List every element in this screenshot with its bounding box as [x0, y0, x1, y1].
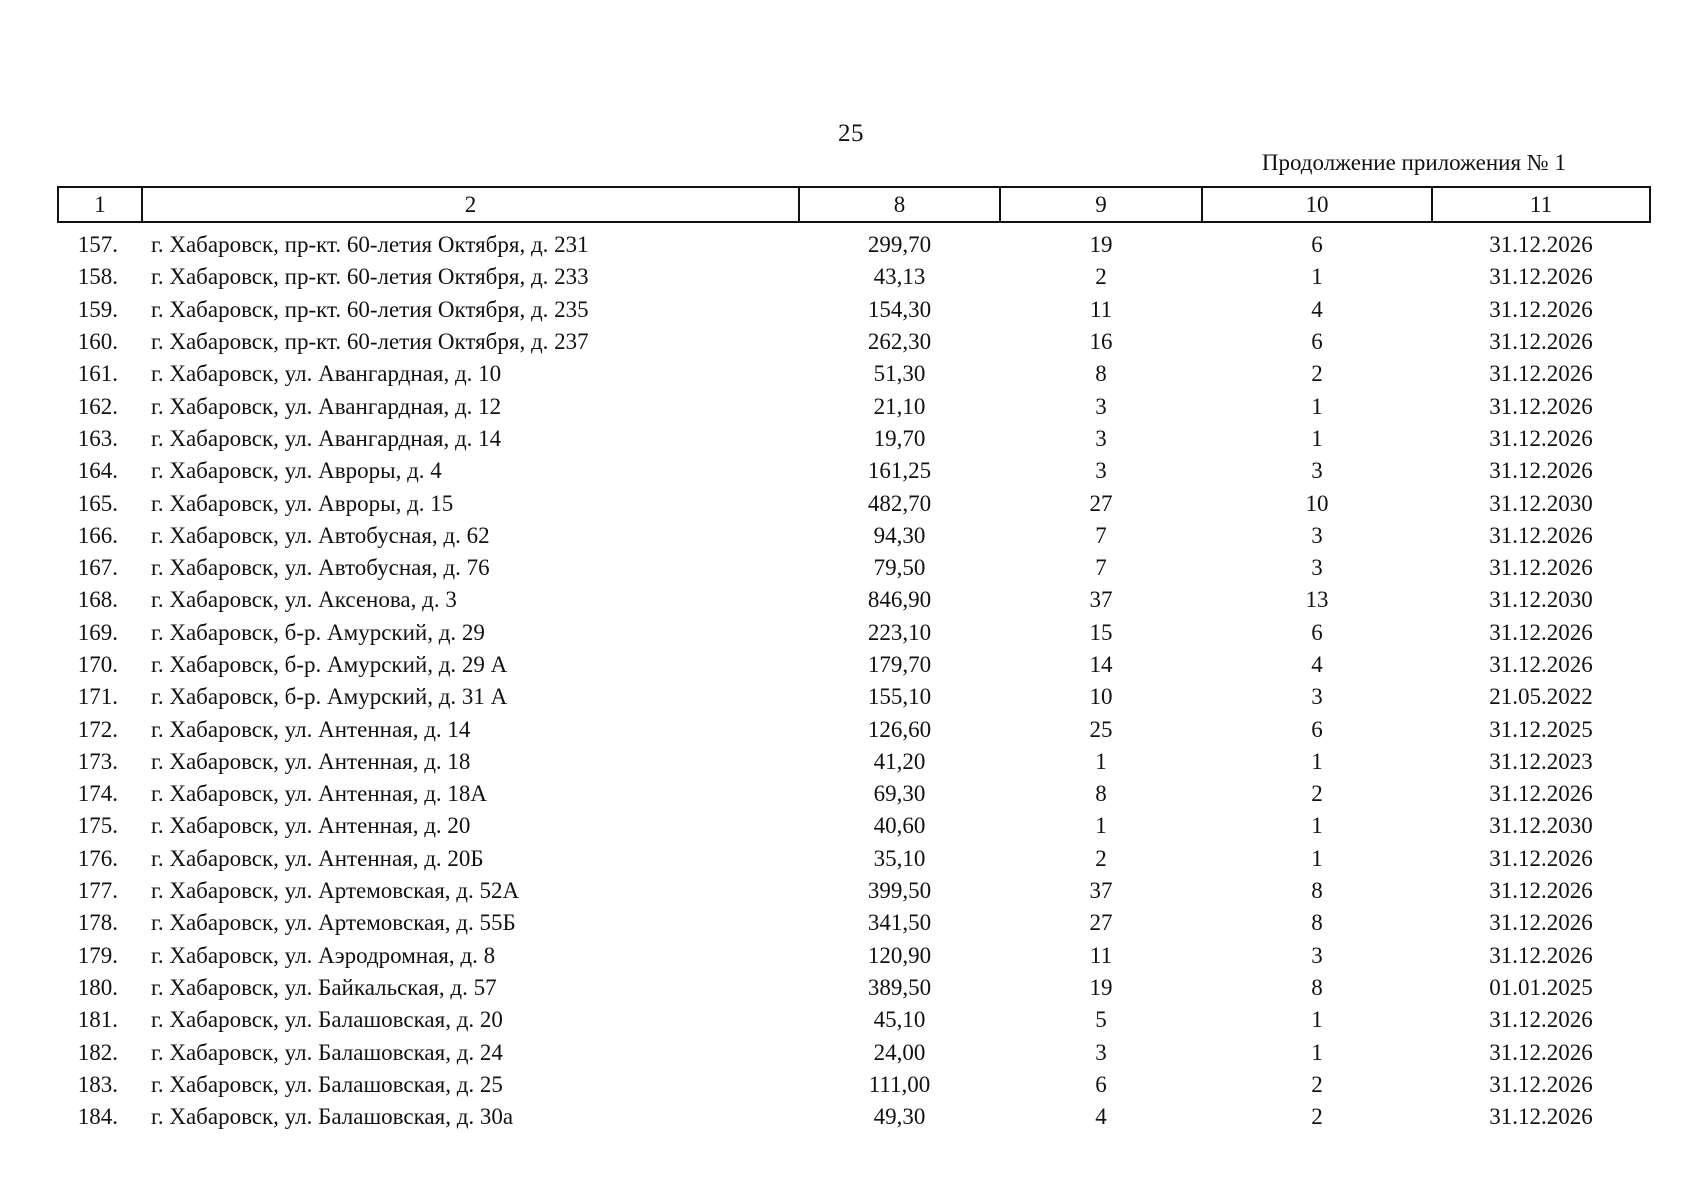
row-number: 161.	[77, 361, 118, 387]
apartments-count: 1	[1311, 425, 1323, 451]
row-number: 182.	[77, 1039, 118, 1065]
address: г. Хабаровск, ул. Балашовская, д. 30а	[151, 1104, 514, 1130]
table-row	[58, 972, 1650, 1004]
apartments-count: 3	[1311, 522, 1323, 548]
row-number: 160.	[77, 329, 118, 355]
deadline-date: 31.12.2026	[1489, 232, 1593, 258]
deadline-date: 31.12.2026	[1489, 1039, 1593, 1065]
deadline-date: 31.12.2026	[1489, 393, 1593, 419]
deadline-date: 01.01.2025	[1489, 974, 1593, 1000]
appendix-table	[57, 186, 1651, 1133]
deadline-date: 31.12.2026	[1489, 458, 1593, 484]
row-number: 157.	[77, 232, 118, 258]
column-header: 8	[799, 187, 1000, 222]
deadline-date: 31.12.2026	[1489, 1071, 1593, 1097]
table-row	[58, 390, 1650, 422]
row-number: 168.	[77, 587, 118, 613]
apartments-count: 4	[1311, 652, 1323, 677]
address: г. Хабаровск, ул. Антенная, д. 18А	[151, 781, 488, 807]
area-value: 43,13	[873, 264, 926, 290]
apartments-count: 3	[1311, 684, 1323, 710]
deadline-date: 31.12.2026	[1489, 619, 1593, 645]
area-value: 126,60	[867, 716, 932, 742]
row-number: 158.	[77, 264, 118, 290]
apartments-count: 8	[1311, 910, 1323, 936]
table-row	[58, 843, 1650, 875]
table-row	[58, 326, 1650, 358]
address: г. Хабаровск, пр-кт. 60-летия Октября, д. 233	[151, 264, 589, 290]
area-value: 45,10	[873, 1007, 926, 1033]
address: г. Хабаровск, ул. Авангардная, д. 12	[151, 393, 502, 419]
deadline-date: 31.12.2026	[1489, 425, 1593, 451]
residents-count: 25	[1089, 716, 1113, 742]
residents-count: 3	[1095, 1039, 1107, 1065]
deadline-date: 31.12.2023	[1489, 748, 1593, 774]
area-value: 846,90	[867, 587, 932, 613]
address: г. Хабаровск, ул. Антенная, д. 18	[151, 748, 471, 774]
address: г. Хабаровск, ул. Балашовская, д. 20	[151, 1007, 503, 1033]
column-header: 2	[142, 187, 799, 222]
apartments-count: 3	[1311, 942, 1323, 968]
continuation-caption: Продолжение приложения № 1	[1261, 150, 1566, 175]
deadline-date: 31.12.2026	[1489, 652, 1593, 677]
address: г. Хабаровск, ул. Балашовская, д. 24	[151, 1039, 503, 1065]
apartments-count: 3	[1311, 555, 1323, 581]
column-header: 1	[58, 187, 142, 222]
address: г. Хабаровск, ул. Автобусная, д. 76	[151, 555, 490, 581]
area-value: 223,10	[867, 619, 932, 645]
residents-count: 4	[1095, 1104, 1107, 1130]
residents-count: 7	[1095, 522, 1107, 548]
area-value: 21,10	[873, 393, 926, 419]
residents-count: 37	[1089, 878, 1113, 904]
address: г. Хабаровск, ул. Авангардная, д. 14	[151, 425, 502, 451]
address: г. Хабаровск, ул. Балашовская, д. 25	[151, 1071, 503, 1097]
table-row	[58, 617, 1650, 649]
table-row	[58, 552, 1650, 584]
area-value: 299,70	[867, 232, 932, 258]
residents-count: 19	[1089, 974, 1113, 1000]
row-number: 170.	[77, 652, 118, 677]
residents-count: 3	[1095, 393, 1107, 419]
address: г. Хабаровск, пр-кт. 60-летия Октября, д. 237	[151, 329, 589, 355]
area-value: 49,30	[873, 1104, 926, 1130]
table-row	[58, 294, 1650, 326]
deadline-date: 31.12.2026	[1489, 522, 1593, 548]
residents-count: 11	[1089, 296, 1113, 322]
deadline-date: 31.12.2025	[1489, 716, 1593, 742]
address: г. Хабаровск, ул. Авроры, д. 15	[151, 490, 454, 516]
deadline-date: 31.12.2030	[1489, 813, 1593, 839]
area-value: 154,30	[867, 296, 932, 322]
appendix-table-container	[57, 186, 1649, 1133]
apartments-count: 1	[1311, 845, 1323, 871]
deadline-date: 31.12.2026	[1489, 942, 1593, 968]
residents-count: 6	[1095, 1071, 1107, 1097]
residents-count: 27	[1089, 910, 1113, 936]
residents-count: 1	[1095, 748, 1107, 774]
area-value: 79,50	[873, 555, 926, 581]
address: г. Хабаровск, ул. Антенная, д. 20Б	[151, 845, 484, 871]
table-row	[58, 1036, 1650, 1068]
row-number: 165.	[77, 490, 118, 516]
area-value: 94,30	[873, 522, 926, 548]
row-number: 183.	[77, 1071, 118, 1097]
table-row	[58, 487, 1650, 519]
apartments-count: 2	[1311, 361, 1323, 387]
address: г. Хабаровск, ул. Артемовская, д. 52А	[151, 878, 520, 904]
table-row	[58, 1004, 1650, 1036]
deadline-date: 31.12.2030	[1489, 587, 1593, 613]
row-number: 174.	[77, 781, 118, 807]
address: г. Хабаровск, ул. Антенная, д. 20	[151, 813, 471, 839]
row-number: 173.	[77, 748, 118, 774]
area-value: 35,10	[873, 845, 926, 871]
address: г. Хабаровск, пр-кт. 60-летия Октября, д. 231	[151, 232, 589, 258]
row-number: 166.	[77, 522, 118, 548]
address: г. Хабаровск, пр-кт. 60-летия Октября, д. 235	[151, 296, 589, 322]
table-body	[58, 222, 1650, 1133]
table-row	[58, 681, 1650, 713]
table-row	[58, 713, 1650, 745]
apartments-count: 1	[1311, 1007, 1323, 1033]
residents-count: 8	[1095, 781, 1107, 807]
page-number: 25	[838, 120, 864, 147]
table-row	[58, 520, 1650, 552]
residents-count: 5	[1095, 1007, 1107, 1033]
address: г. Хабаровск, ул. Авангардная, д. 10	[151, 361, 502, 387]
deadline-date: 31.12.2026	[1489, 781, 1593, 807]
table-row	[58, 810, 1650, 842]
area-value: 111,00	[868, 1071, 931, 1097]
area-value: 262,30	[867, 329, 932, 355]
apartments-count: 2	[1311, 1104, 1323, 1130]
row-number: 176.	[77, 845, 118, 871]
address: г. Хабаровск, ул. Автобусная, д. 62	[151, 522, 490, 548]
deadline-date: 31.12.2026	[1489, 329, 1593, 355]
column-header: 9	[1000, 187, 1202, 222]
residents-count: 27	[1089, 490, 1113, 516]
apartments-count: 1	[1311, 1039, 1323, 1065]
row-number: 171.	[77, 684, 118, 710]
table-row	[58, 875, 1650, 907]
address: г. Хабаровск, ул. Артемовская, д. 55Б	[151, 910, 516, 936]
apartments-count: 1	[1311, 264, 1323, 290]
table-row	[58, 1069, 1650, 1101]
deadline-date: 31.12.2026	[1489, 296, 1593, 322]
apartments-count: 13	[1305, 587, 1329, 613]
address: г. Хабаровск, ул. Байкальская, д. 57	[151, 974, 497, 1000]
address: г. Хабаровск, ул. Авроры, д. 4	[151, 458, 442, 484]
residents-count: 8	[1095, 361, 1107, 387]
row-number: 180.	[77, 974, 118, 1000]
area-value: 155,10	[867, 684, 932, 710]
apartments-count: 2	[1311, 1071, 1323, 1097]
apartments-count: 4	[1311, 296, 1323, 322]
deadline-date: 31.12.2026	[1489, 1104, 1593, 1130]
deadline-date: 31.12.2026	[1489, 878, 1593, 904]
deadline-date: 31.12.2026	[1489, 910, 1593, 936]
table-row	[58, 746, 1650, 778]
apartments-count: 6	[1311, 232, 1323, 258]
residents-count: 3	[1095, 458, 1107, 484]
address: г. Хабаровск, ул. Антенная, д. 14	[151, 716, 471, 742]
area-value: 482,70	[867, 490, 932, 516]
table-row	[58, 261, 1650, 293]
deadline-date: 21.05.2022	[1489, 684, 1593, 710]
area-value: 41,20	[873, 748, 926, 774]
apartments-count: 6	[1311, 619, 1323, 645]
apartments-count: 6	[1311, 716, 1323, 742]
row-number: 175.	[77, 813, 118, 839]
table-row	[58, 1101, 1650, 1133]
row-number: 167.	[77, 555, 118, 581]
address: г. Хабаровск, б-р. Амурский, д. 31 А	[151, 684, 508, 710]
deadline-date: 31.12.2030	[1489, 490, 1593, 516]
table-row	[58, 423, 1650, 455]
header-row	[58, 187, 1650, 222]
area-value: 24,00	[873, 1039, 926, 1065]
deadline-date: 31.12.2026	[1489, 361, 1593, 387]
apartments-count: 6	[1311, 329, 1323, 355]
apartments-count: 3	[1311, 458, 1323, 484]
residents-count: 3	[1095, 425, 1107, 451]
deadline-date: 31.12.2026	[1489, 1007, 1593, 1033]
row-number: 184.	[77, 1104, 118, 1130]
deadline-date: 31.12.2026	[1489, 845, 1593, 871]
apartments-count: 1	[1311, 813, 1323, 839]
deadline-date: 31.12.2026	[1489, 264, 1593, 290]
apartments-count: 2	[1311, 781, 1323, 807]
residents-count: 11	[1089, 942, 1113, 968]
area-value: 341,50	[867, 910, 932, 936]
column-header: 11	[1432, 187, 1650, 222]
row-number: 172.	[77, 716, 118, 742]
row-number: 178.	[77, 910, 118, 936]
deadline-date: 31.12.2026	[1489, 555, 1593, 581]
table-row	[58, 907, 1650, 939]
row-number: 164.	[77, 458, 118, 484]
table-row	[58, 358, 1650, 390]
apartments-count: 8	[1311, 974, 1323, 1000]
address: г. Хабаровск, б-р. Амурский, д. 29 А	[151, 652, 508, 677]
area-value: 69,30	[873, 781, 926, 807]
row-number: 179.	[77, 942, 118, 968]
residents-count: 7	[1095, 555, 1107, 581]
residents-count: 14	[1089, 652, 1113, 677]
table-row	[58, 649, 1650, 681]
apartments-count: 1	[1311, 748, 1323, 774]
residents-count: 10	[1089, 684, 1113, 710]
residents-count: 19	[1089, 232, 1113, 258]
residents-count: 1	[1095, 813, 1107, 839]
address: г. Хабаровск, ул. Аэродромная, д. 8	[151, 942, 496, 968]
address: г. Хабаровск, ул. Аксенова, д. 3	[151, 587, 457, 613]
apartments-count: 8	[1311, 878, 1323, 904]
residents-count: 15	[1089, 619, 1113, 645]
row-number: 159.	[77, 296, 118, 322]
row-number: 162.	[77, 393, 118, 419]
area-value: 19,70	[873, 425, 926, 451]
column-header: 10	[1202, 187, 1432, 222]
residents-count: 16	[1089, 329, 1113, 355]
area-value: 179,70	[867, 652, 932, 677]
area-value: 161,25	[867, 458, 932, 484]
area-value: 389,50	[867, 974, 932, 1000]
area-value: 51,30	[873, 361, 926, 387]
apartments-count: 1	[1311, 393, 1323, 419]
table-row	[58, 455, 1650, 487]
area-value: 40,60	[873, 813, 926, 839]
table-row	[58, 940, 1650, 972]
row-number: 169.	[77, 619, 118, 645]
table-row	[58, 584, 1650, 616]
residents-count: 2	[1095, 845, 1107, 871]
row-number: 177.	[77, 878, 118, 904]
row-number: 181.	[77, 1007, 118, 1033]
table-row	[58, 222, 1650, 261]
apartments-count: 10	[1305, 490, 1329, 516]
table-header	[58, 187, 1650, 222]
table-row	[58, 778, 1650, 810]
residents-count: 37	[1089, 587, 1113, 613]
row-number: 163.	[77, 425, 118, 451]
area-value: 399,50	[867, 878, 932, 904]
address: г. Хабаровск, б-р. Амурский, д. 29	[151, 619, 485, 645]
residents-count: 2	[1095, 264, 1107, 290]
area-value: 120,90	[867, 942, 932, 968]
